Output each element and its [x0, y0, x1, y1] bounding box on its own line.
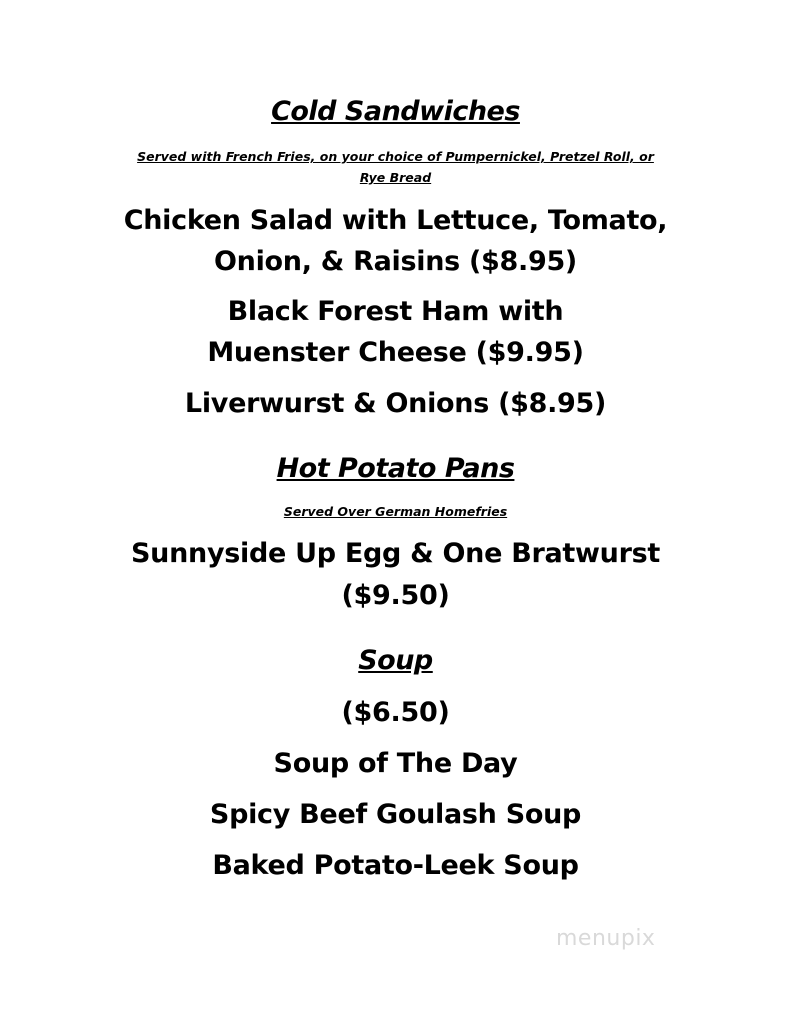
menu-item-sunnyside-egg-line2: ($9.50)	[341, 580, 450, 611]
section-heading-hot-potato-pans: Hot Potato Pans	[276, 453, 515, 484]
section-heading-cold-sandwiches: Cold Sandwiches	[271, 96, 520, 127]
hot-potato-pans-note: Served Over German Homefries	[283, 504, 508, 519]
section-heading-soup: Soup	[358, 645, 433, 676]
menu-item-black-forest-ham-line2: Muenster Cheese ($9.95)	[207, 337, 584, 368]
menu-item-chicken-salad-line1: Chicken Salad with Lettuce, Tomato,	[123, 205, 668, 236]
cold-sandwiches-note-line1: Served with French Fries, on your choice of Pumpernickel, Pretzel Roll, or	[137, 149, 654, 164]
menu-item-sunnyside-egg-line1: Sunnyside Up Egg & One Bratwurst	[131, 538, 660, 569]
soup-price: ($6.50)	[341, 697, 450, 728]
menu-item-liverwurst: Liverwurst & Onions ($8.95)	[184, 388, 607, 419]
menu-item-baked-potato-leek: Baked Potato-Leek Soup	[212, 850, 579, 881]
cold-sandwiches-note-line2: Rye Bread	[359, 170, 432, 185]
menu-item-soup-of-the-day: Soup of The Day	[273, 748, 518, 779]
menu-item-black-forest-ham-line1: Black Forest Ham with	[227, 296, 564, 327]
menu-item-chicken-salad-line2: Onion, & Raisins ($8.95)	[214, 246, 577, 277]
menupix-watermark: menupix	[556, 926, 656, 951]
menu-item-spicy-beef-goulash: Spicy Beef Goulash Soup	[209, 799, 582, 830]
